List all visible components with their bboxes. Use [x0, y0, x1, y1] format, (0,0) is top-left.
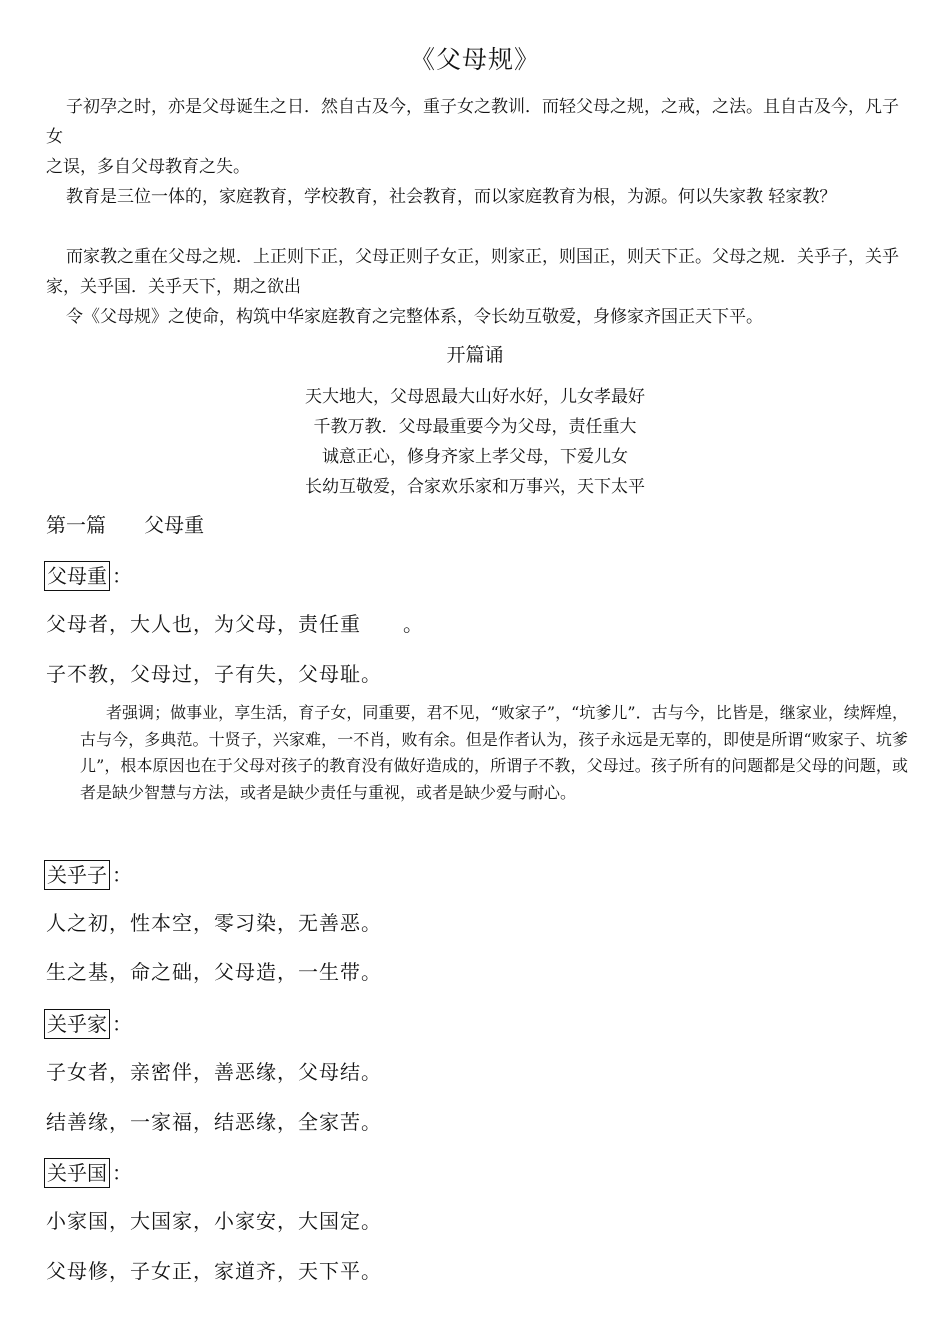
heading-colon: ：	[112, 1012, 132, 1036]
commentary-paragraph: 者强调；做事业，享生活，育子女，同重要，君不见，“败家子”，“坑爹儿”．古与今，比皆是，继家业，续辉煌，古与今，多典范。十贤子，兴家难，一不肖，败有余。但是作者认为，孩子永远是无辜的，即使是所谓“败家子、坑爹儿”，根本原因也在于父母对孩子的教育没有做好造成的，所谓子不教，父母过。孩子所有的问题都是父母的问题，或者是缺少智慧与方法，或者是缺少责任与重视，或者是缺少爱与耐心。	[80, 703, 908, 802]
rule-line: 人之初，性本空，零习染，无善恶。	[46, 911, 382, 935]
opening-verse-line: 长幼互敬爱，合家欢乐家和万事兴，天下太平	[305, 477, 645, 497]
rule-line: 子女者，亲密伴，善恶缘，父母结。	[46, 1060, 382, 1084]
intro-paragraph-2: 教育是三位一体的，家庭教育，学校教育，社会教育，而以家庭教育为根，为源。何以失家教 轻家教？	[66, 187, 837, 207]
intro-paragraph-1-cont: 之误，多自父母教育之失。	[46, 157, 250, 177]
document-title: 《父母规》	[409, 45, 540, 74]
opening-verse-line: 诚意正心，修身齐家上孝父母，下爱儿女	[322, 447, 628, 467]
section-heading-boxed: 关乎子	[44, 860, 110, 890]
opening-title: 开篇诵	[446, 344, 504, 366]
heading-colon: ：	[112, 863, 132, 887]
chapter-heading	[46, 511, 204, 539]
opening-verse-line: 天大地大，父母恩最大山好水好，儿女孝最好	[305, 387, 645, 407]
rule-line: 父母者，大人也，为父母，责任重 。	[46, 612, 424, 636]
section-heading-boxed: 父母重	[44, 561, 110, 591]
intro-paragraph-4: 令《父母规》之使命，构筑中华家庭教育之完整体系，令长幼互敬爱，身修家齐国正天下平。	[66, 307, 763, 327]
chapter-name: 父母重	[144, 513, 205, 537]
intro-paragraph-3: 而家教之重在父母之规．上正则下正，父母正则子女正，则家正，则国正，则天下正。父母之规．关乎子，关乎家，关乎国．关乎天下，期之欲出	[46, 247, 899, 297]
section-heading-boxed: 关乎家	[44, 1009, 110, 1039]
rule-line: 小家国，大国家，小家安，大国定。	[46, 1209, 382, 1233]
section-heading-boxed: 关乎国	[44, 1158, 110, 1188]
rule-line: 子不教，父母过，子有失，父母耻。	[46, 662, 382, 686]
rule-line: 生之基，命之础，父母造，一生带。	[46, 960, 382, 984]
rule-line: 父母修，子女正，家道齐，天下平。	[46, 1259, 382, 1283]
opening-verse-line: 千教万教．父母最重要今为父母，责任重大	[313, 417, 637, 437]
heading-colon: ：	[112, 1161, 132, 1185]
intro-paragraph-1: 子初孕之时，亦是父母诞生之日．然自古及今，重子女之教训．而轻父母之规，之戒，之法。且自古及今，凡子女	[46, 97, 899, 147]
rule-line: 结善缘，一家福，结恶缘，全家苦。	[46, 1110, 382, 1134]
chapter-number: 第一篇	[46, 513, 106, 537]
heading-colon: ：	[112, 564, 132, 588]
